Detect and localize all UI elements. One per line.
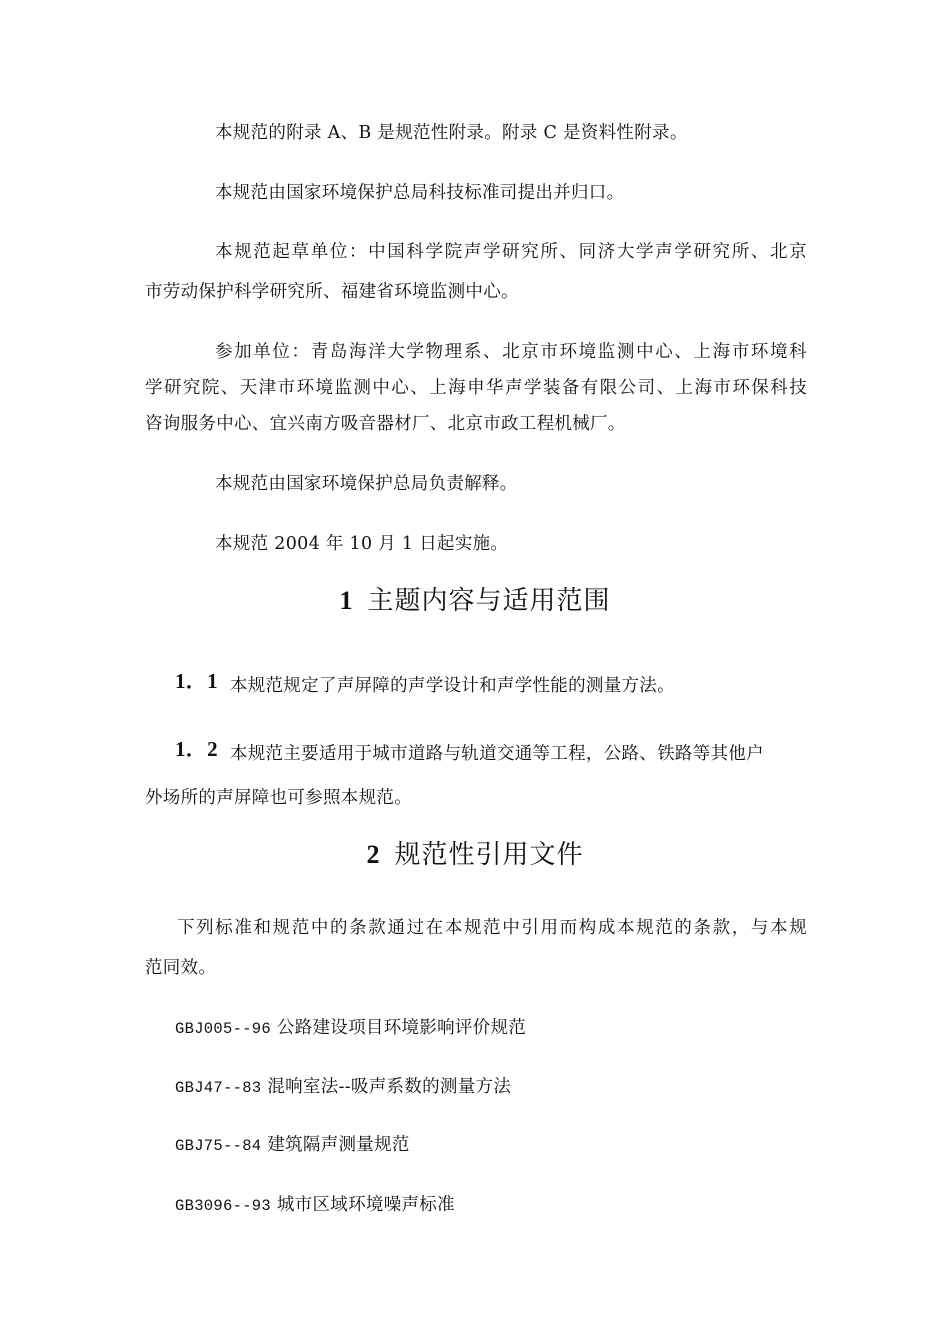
clause-1-2-line-1 [175,738,807,768]
appendix-note: 本规范的附录 A、B 是规范性附录。附录 C 是资料性附录。 [215,123,688,143]
reference-item [175,1133,410,1158]
clause-1-2-number: 1．2 [175,737,218,761]
section-2-title: 规范性引用文件 [394,840,584,870]
section-2-number: 2 [366,840,381,869]
drafting-units-line-2: 市劳动保护科学研究所、福建省环境监测中心。 [145,282,519,302]
section-1-title: 主题内容与适用范围 [367,586,611,616]
proposer-note: 本规范由国家环境保护总局科技标准司提出并归口。 [215,183,625,203]
reference-title: 混响室法--吸声系数的测量方法 [267,1077,512,1097]
reference-item [175,1193,455,1218]
participating-units-line-1: 参加单位：青岛海洋大学物理系、北京市环境监测中心、上海市环境科 [215,342,807,362]
references-intro-line-1: 下列标准和规范中的条款通过在本规范中引用而构成本规范的条款，与本规 [177,918,807,938]
reference-title: 公路建设项目环境影响评价规范 [276,1018,527,1038]
section-1-heading [0,584,950,618]
clause-1-1-text: 本规范规定了声屏障的声学设计和声学性能的测量方法。 [229,676,675,696]
participating-units-line-2: 学研究院、天津市环境监测中心、上海申华声学装备有限公司、上海市环保科技 [145,378,807,398]
clause-1-1 [175,670,675,700]
references-intro-line-2: 范同效。 [145,958,217,978]
clause-1-2-text-1: 本规范主要适用于城市道路与轨道交通等工程，公路、铁路等其他户 [229,744,764,764]
reference-code: GBJ75--84 [175,1137,262,1155]
section-1-number: 1 [339,586,354,615]
participating-units-line-3: 咨询服务中心、宜兴南方吸音器材厂、北京市政工程机械厂。 [145,414,626,434]
clause-1-1-number: 1．1 [175,669,218,693]
reference-title: 城市区域环境噪声标准 [276,1195,455,1215]
reference-item [175,1075,511,1100]
clause-1-2-line-2: 外场所的声屏障也可参照本规范。 [145,788,412,808]
effective-date-note: 本规范 2004 年 10 月 1 日起实施。 [215,534,509,554]
reference-title: 建筑隔声测量规范 [267,1135,410,1155]
drafting-units-line-1: 本规范起草单位：中国科学院声学研究所、同济大学声学研究所、北京 [215,242,807,262]
reference-code: GBJ005--96 [175,1020,272,1038]
section-2-heading [0,838,950,872]
interpretation-note: 本规范由国家环境保护总局负责解释。 [215,474,518,494]
reference-code: GB3096--93 [175,1197,272,1215]
reference-code: GBJ47--83 [175,1079,262,1097]
reference-item [175,1016,526,1041]
